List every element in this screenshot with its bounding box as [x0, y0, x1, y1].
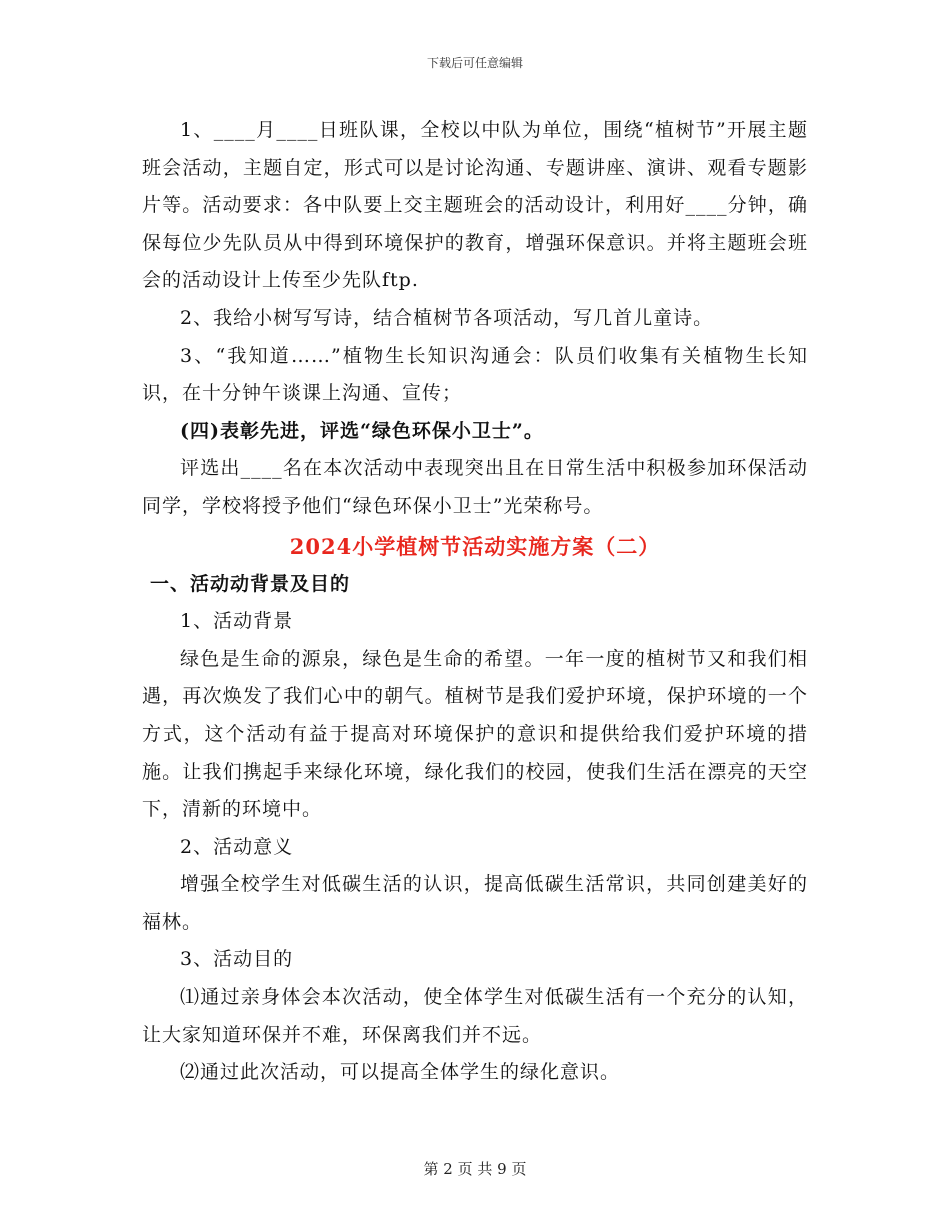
paragraph-purpose-2: ⑵通过此次活动，可以提高全体学生的绿化意识。	[180, 1061, 621, 1084]
paragraph-significance: 增强全校学生对低碳生活的认识，提高低碳生活常识，共同创建美好的福林。	[142, 873, 808, 933]
document-body	[142, 112, 808, 1092]
section-heading-commendation: (四)表彰先进，评选“绿色环保小卫士”。	[180, 419, 544, 442]
paragraph-background: 绿色是生命的源泉，绿色是生命的希望。一年一度的植树节又和我们相遇，再次焕发了我们心中的朝气。植树节是我们爱护环境，保护环境的一个方式，这个活动有益于提高对环境保护的意识和提供给我们爱护环境的措施。让我们携起手来绿化环境，绿化我们的校园，使我们生活在漂亮的天空下，清新的环境中。	[142, 647, 808, 821]
paragraph-item-3: 3、“我知道……”植物生长知识沟通会：队员们收集有关植物生长知识，在十分钟午谈课上沟通、宣传；	[142, 344, 808, 405]
subheading-significance: 2、活动意义	[180, 835, 294, 858]
paragraph-purpose-1: ⑴通过亲身体会本次活动，使全体学生对低碳生活有一个充分的认知，让大家知道环保并不难，环保离我们并不远。	[142, 986, 808, 1046]
paragraph-selection: 评选出____名在本次活动中表现突出且在日常生活中积极参加环保活动同学，学校将授予他们“绿色环保小卫士”光荣称号。	[142, 457, 808, 517]
page-header: 下载后可任意编辑	[426, 56, 523, 70]
section-title: 2024小学植树节活动实施方案（二）	[289, 533, 661, 559]
subheading-background: 1、活动背景	[180, 610, 294, 633]
paragraph-item-1: 1、____月____日班队课，全校以中队为单位，围绕“植树节”开展主题班会活动，主题自定，形式可以是讨论沟通、专题讲座、演讲、观看专题影片等。活动要求：各中队要上交主题班会的活动设计，利用好____分钟，确保每位少先队员从中得到环境保护的教育，增强环保意识。并将主题班会班会的活动设计上传至少先队ftp.	[142, 119, 808, 292]
subheading-purpose: 3、活动目的	[180, 948, 294, 971]
heading-background-purpose: 一、活动动背景及目的	[150, 572, 351, 595]
paragraph-item-2: 2、我给小树写写诗，结合植树节各项活动，写几首儿童诗。	[180, 306, 714, 329]
page-footer: 第 2 页 共 9 页	[423, 1160, 527, 1178]
